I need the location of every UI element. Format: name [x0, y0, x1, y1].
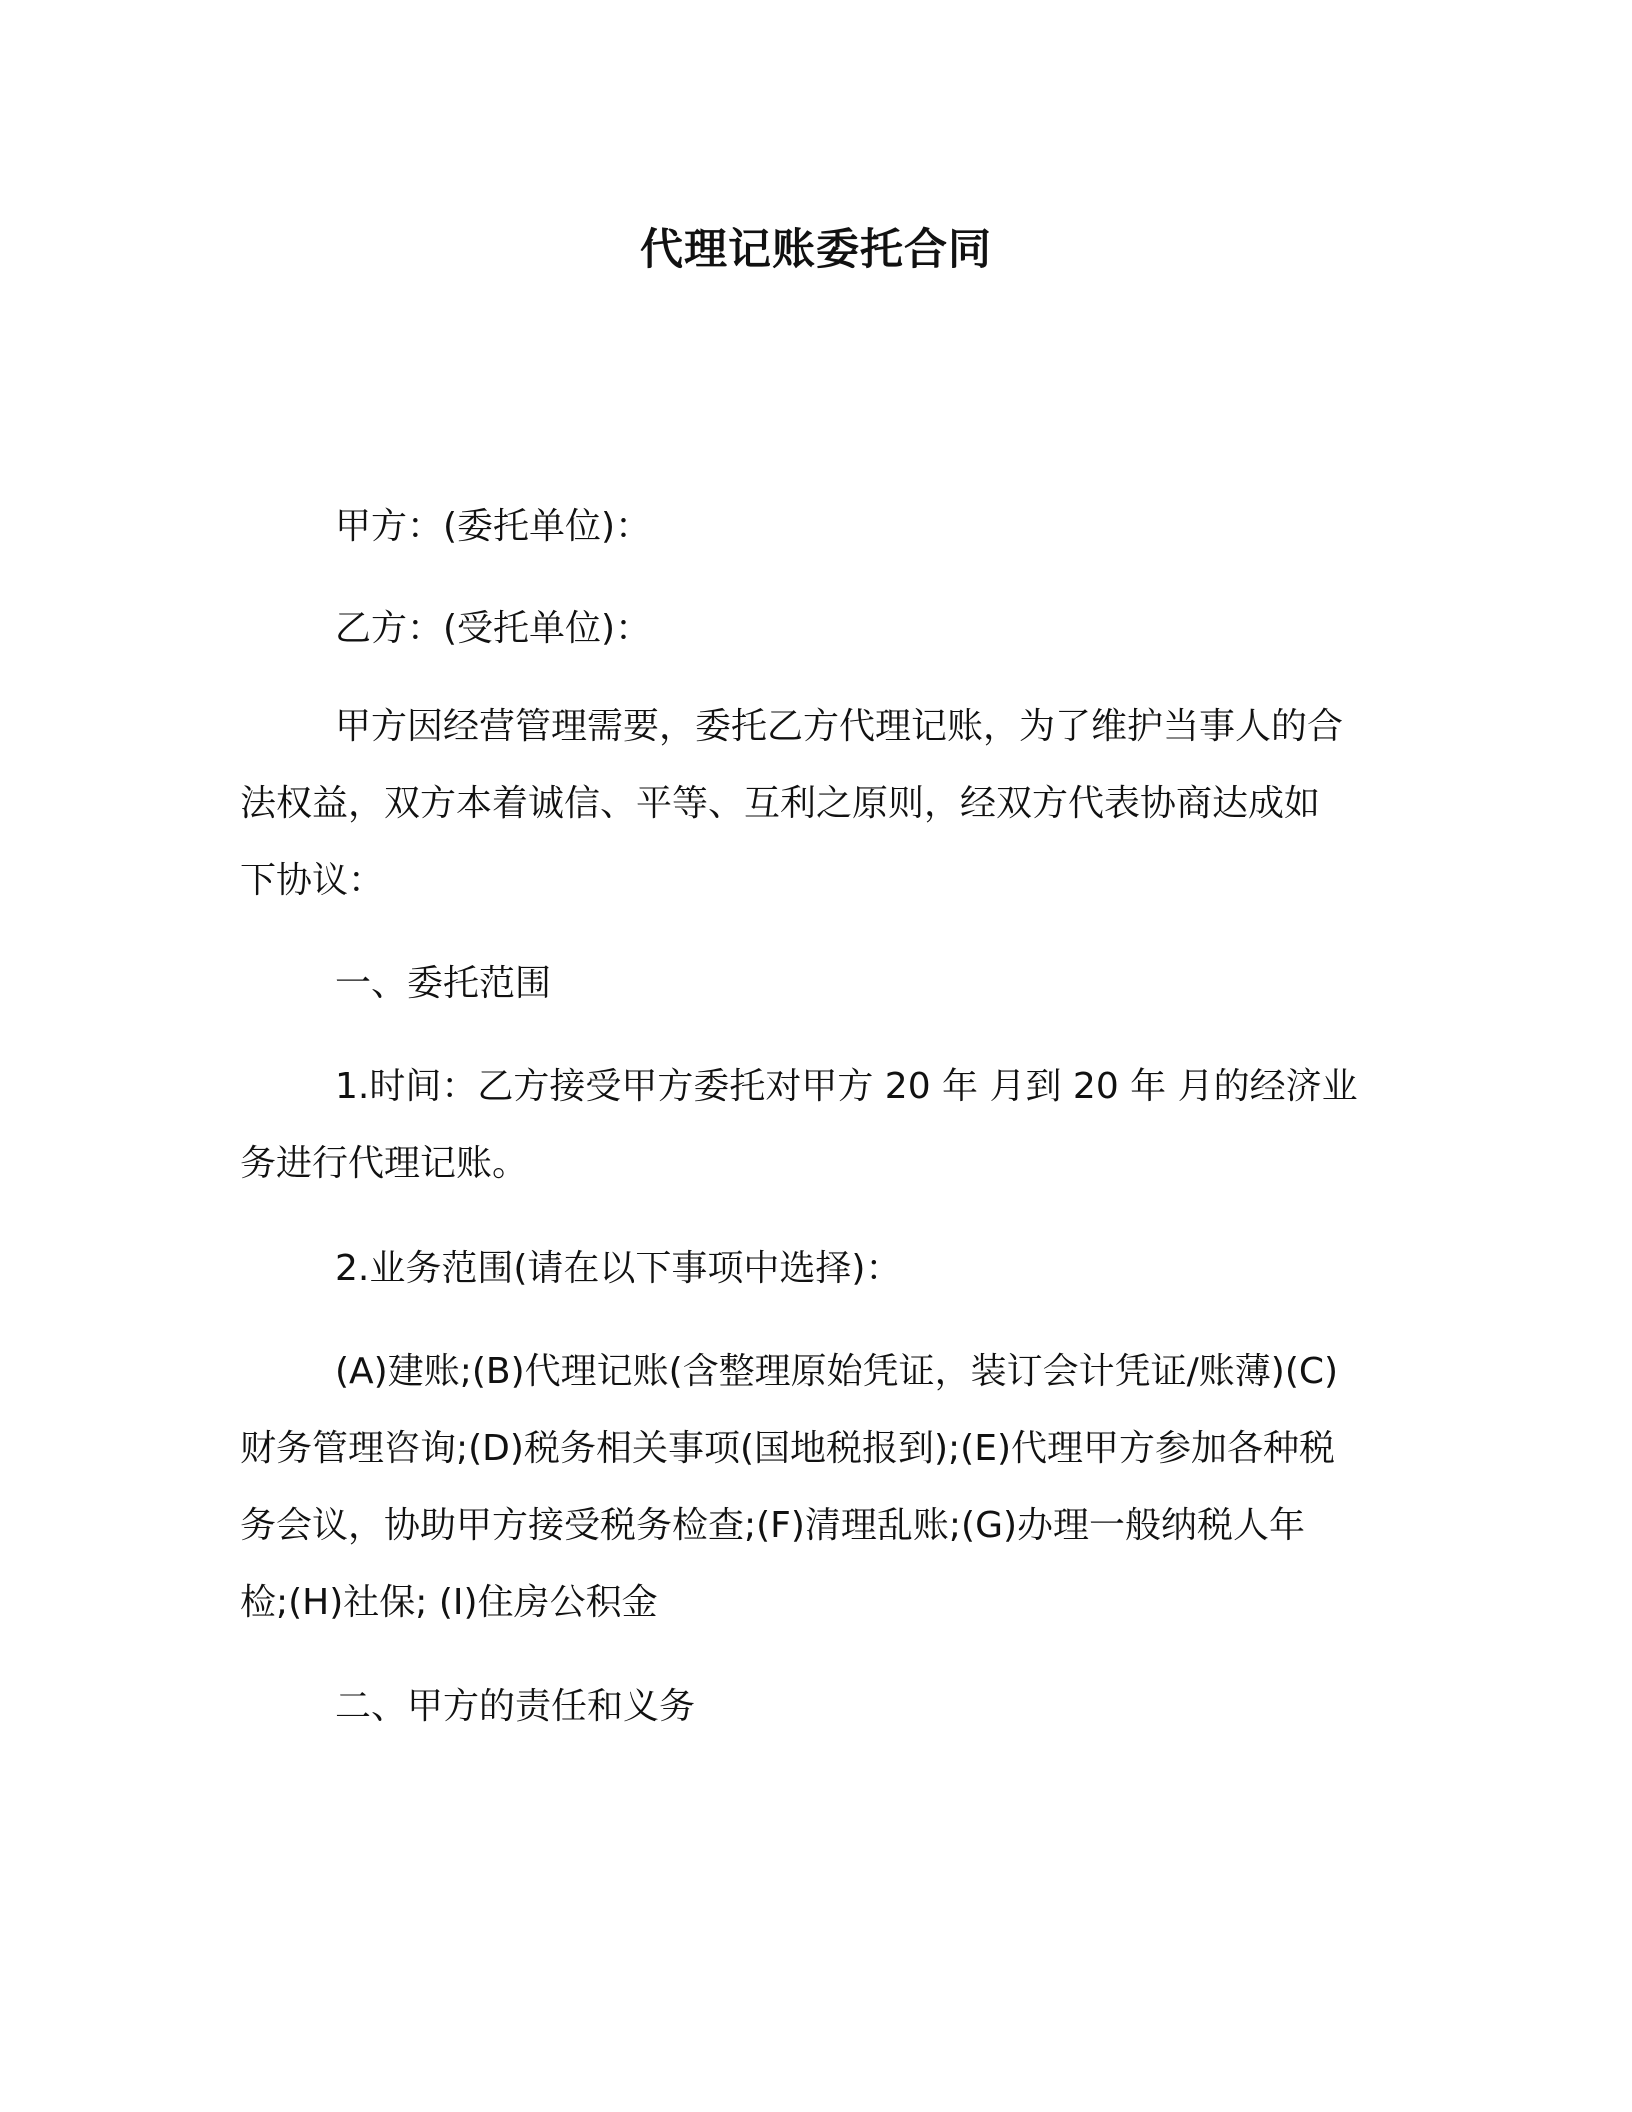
party-a-text: 甲方：(委托单位)：	[335, 506, 652, 547]
item-2-line-4: 检;(H)社保; (I)住房公积金	[240, 1582, 658, 1623]
party-a-line	[240, 488, 1380, 565]
item-1-line-1: 1.时间：乙方接受甲方委托对甲方 20 年 月到 20 年 月的经济业	[335, 1066, 1358, 1107]
party-b-line	[240, 590, 1380, 667]
section-1-heading-line	[240, 945, 1380, 1022]
document-title: 代理记账委托合同	[640, 225, 992, 275]
preamble-paragraph	[240, 688, 1380, 919]
preamble-line-3: 下协议：	[240, 860, 385, 901]
section-2-heading-line	[240, 1668, 1380, 1745]
preamble-line-2: 法权益，双方本着诚信、平等、互利之原则，经双方代表协商达成如	[240, 783, 1321, 824]
item-2-heading: 2.业务范围(请在以下事项中选择)：	[335, 1248, 902, 1289]
item-2-line-3: 务会议，协助甲方接受税务检查;(F)清理乱账;(G)办理一般纳税人年	[240, 1505, 1306, 1546]
party-b-text: 乙方：(受托单位)：	[335, 608, 652, 649]
preamble-line-1: 甲方因经营管理需要，委托乙方代理记账，为了维护当事人的合	[335, 706, 1344, 747]
item-2-heading-line	[240, 1230, 1380, 1307]
item-1-line-2: 务进行代理记账。	[240, 1143, 529, 1184]
item-2-paragraph	[240, 1333, 1380, 1641]
section-2-heading: 二、甲方的责任和义务	[335, 1686, 696, 1727]
item-1-paragraph	[240, 1048, 1380, 1202]
item-2-line-1: (A)建账;(B)代理记账(含整理原始凭证，装订会计凭证/账薄)(C)	[335, 1351, 1339, 1392]
item-2-line-2: 财务管理咨询;(D)税务相关事项(国地税报到);(E)代理甲方参加各种税	[240, 1428, 1335, 1469]
section-1-heading: 一、委托范围	[335, 963, 552, 1004]
